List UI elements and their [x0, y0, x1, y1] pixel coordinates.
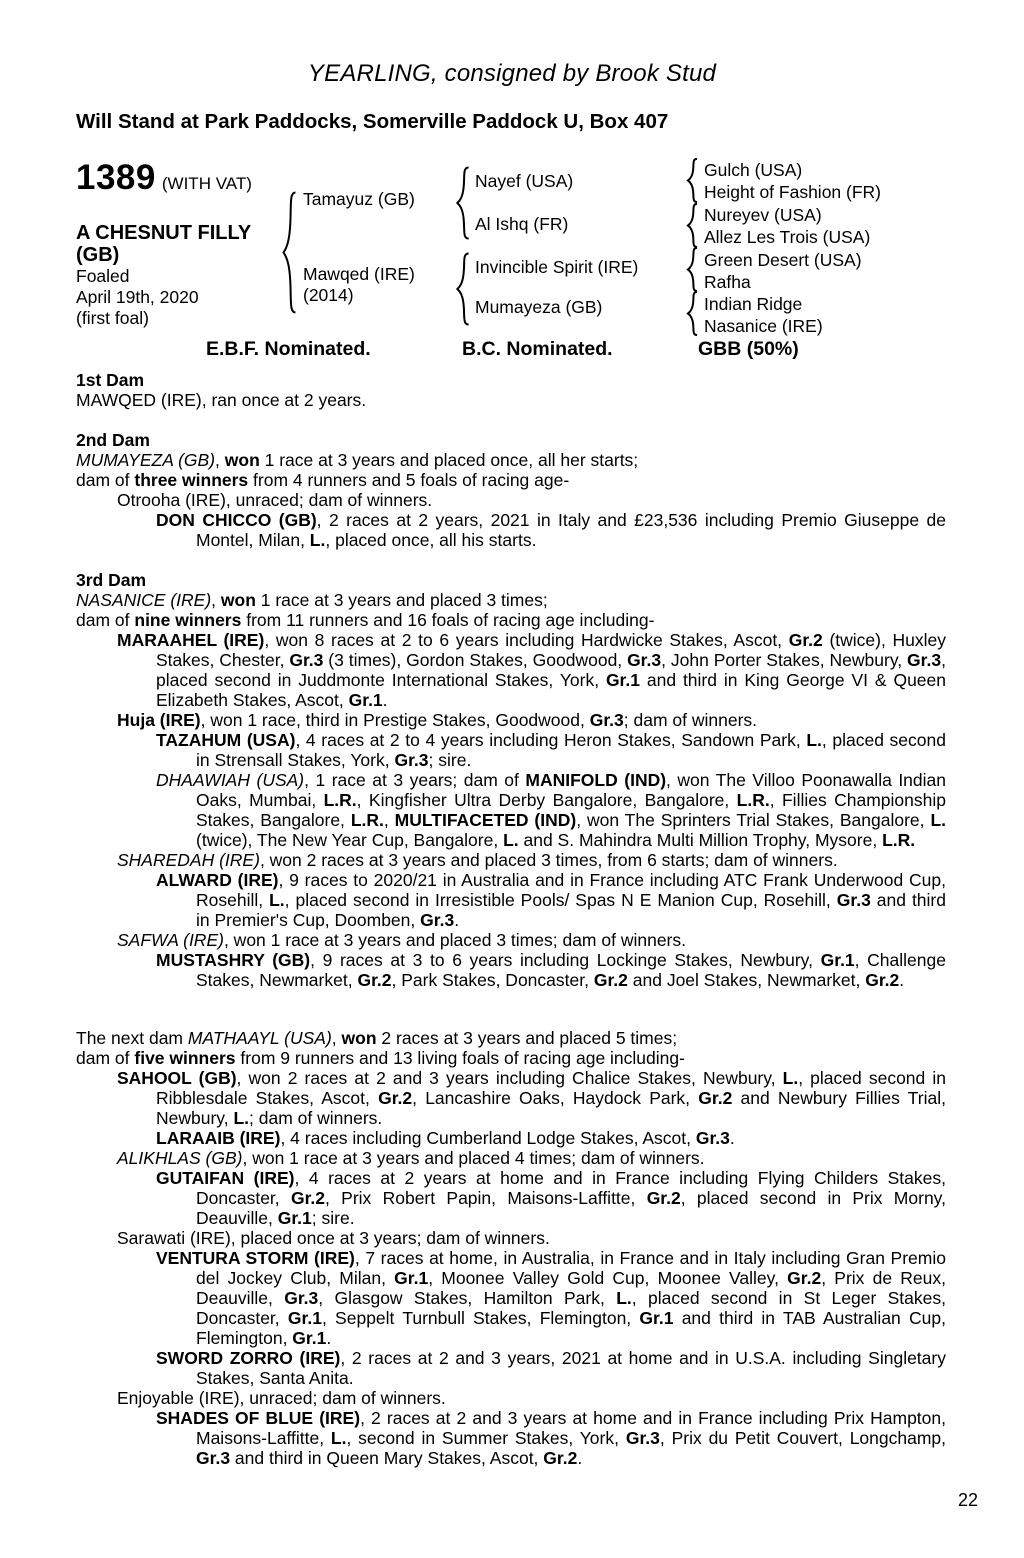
gen3-name: Allez Les Trois (USA)	[704, 227, 871, 247]
horse-description	[76, 222, 251, 329]
gen3-name: Green Desert (USA)	[704, 250, 862, 270]
gen2-name: Invincible Spirit (IRE)	[475, 257, 639, 277]
gen3-name: Nureyev (USA)	[704, 205, 822, 225]
catalogue-paragraph: GUTAIFAN (IRE), 4 races at 2 years at home and in France including Flying Childers Stakes, Doncaster, Gr.2, Prix Robert Papin, Maisons-Laffitte, Gr.2, placed second in Prix Morny, Deauville, Gr.1; sire.	[156, 1168, 946, 1228]
horse-name-line1: A CHESNUT FILLY	[76, 222, 252, 244]
gen3-name: Height of Fashion (FR)	[704, 182, 882, 202]
gen2-name: Mumayeza (GB)	[475, 297, 603, 317]
lot-number: 1389	[76, 158, 156, 197]
gen3-name: Gulch (USA)	[704, 160, 803, 180]
catalogue-paragraph: MAWQED (IRE), ran once at 2 years.	[76, 390, 367, 410]
catalogue-paragraph: Sarawati (IRE), placed once at 3 years; dam of winners.	[117, 1228, 550, 1248]
vat-note: (WITH VAT)	[161, 174, 252, 193]
foaled-date: April 19th, 2020	[76, 287, 199, 307]
pedigree-brace-icon	[281, 190, 298, 315]
catalogue-paragraph: 3rd Dam	[76, 570, 147, 590]
horse-name-line2: (GB)	[76, 244, 120, 266]
catalogue-paragraph: Enjoyable (IRE), unraced; dam of winners.	[117, 1388, 446, 1408]
foaled-label: Foaled	[76, 266, 130, 286]
pedigree-brace-icon	[455, 166, 471, 240]
gen3-name: Rafha	[704, 272, 751, 292]
catalogue-paragraph: dam of five winners from 9 runners and 13 living foals of racing age including-	[76, 1048, 685, 1068]
gen3-name: Nasanice (IRE)	[704, 316, 823, 336]
gbb-nomination: GBB (50%)	[698, 338, 799, 360]
stand-location-line: Will Stand at Park Paddocks, Somerville Paddock U, Box 407	[76, 110, 669, 133]
gen2-name: Nayef (USA)	[475, 171, 574, 191]
gen3-name: Indian Ridge	[704, 294, 803, 314]
catalogue-paragraph: LARAAIB (IRE), 4 races including Cumberland Lodge Stakes, Ascot, Gr.3.	[156, 1128, 735, 1148]
catalogue-paragraph: 1st Dam	[76, 370, 145, 390]
dam-year: (2014)	[303, 285, 354, 305]
catalogue-paragraph: dam of nine winners from 11 runners and 16 foals of racing age including-	[76, 610, 655, 630]
foal-note: (first foal)	[76, 308, 149, 328]
catalogue-paragraph: TAZAHUM (USA), 4 races at 2 to 4 years including Heron Stakes, Sandown Park, L., placed second in Strensall Stakes, York, Gr.3; sire.	[156, 730, 946, 770]
bc-nomination: B.C. Nominated.	[462, 338, 613, 360]
catalogue-paragraph: Otrooha (IRE), unraced; dam of winners.	[117, 490, 433, 510]
page-number: 22	[958, 1490, 979, 1510]
catalogue-paragraph: SAFWA (IRE), won 1 race at 3 years and placed 3 times; dam of winners.	[117, 930, 686, 950]
pedigree-brace-icon	[686, 291, 699, 336]
pedigree-brace-icon	[455, 252, 471, 326]
catalogue-paragraph: SHADES OF BLUE (IRE), 2 races at 2 and 3 years at home and in France including Prix Hampton, Maisons-Laffitte, L., second in Summer Stakes, York, Gr.3, Prix du Petit Couvert, Longchamp, Gr.3 and third in Queen Mary Stakes, Ascot, Gr.2.	[156, 1408, 947, 1468]
ebf-nomination: E.B.F. Nominated.	[206, 338, 371, 360]
catalogue-paragraph: SHAREDAH (IRE), won 2 races at 3 years and placed 3 times, from 6 starts; dam of winners.	[117, 850, 838, 870]
catalogue-paragraph: DON CHICCO (GB), 2 races at 2 years, 2021 in Italy and £23,536 including Premio Giuseppe de Montel, Milan, L., placed once, all his starts.	[156, 510, 946, 550]
lot-line	[76, 158, 252, 198]
dam-name-block	[303, 264, 415, 306]
dam-name: Mawqed (IRE)	[303, 264, 415, 284]
page-title: YEARLING, consigned by Brook Stud	[307, 60, 717, 87]
catalogue-paragraph: MARAAHEL (IRE), won 8 races at 2 to 6 years including Hardwicke Stakes, Ascot, Gr.2 (twice), Huxley Stakes, Chester, Gr.3 (3 times), Gordon Stakes, Goodwood, Gr.3, John Porter Stakes, Newbury, Gr.3, placed second in Juddmonte International Stakes, York, Gr.1 and third in King George VI & Queen Elizabeth Stakes, Ascot, Gr.1.	[117, 630, 947, 710]
nominations-line	[76, 338, 948, 362]
catalogue-paragraph: Huja (IRE), won 1 race, third in Prestige Stakes, Goodwood, Gr.3; dam of winners.	[117, 710, 758, 730]
catalogue-paragraph: NASANICE (IRE), won 1 race at 3 years and placed 3 times;	[76, 590, 548, 610]
pedigree-brace-icon	[686, 247, 699, 292]
catalogue-paragraph: VENTURA STORM (IRE), 7 races at home, in Australia, in France and in Italy including Gran Premio del Jockey Club, Milan, Gr.1, Moonee Valley Gold Cup, Moonee Valley, Gr.2, Prix de Reux, Deauville, Gr.3, Glasgow Stakes, Hamilton Park, L., placed second in St Leger Stakes, Doncaster, Gr.1, Seppelt Turnbull Stakes, Flemington, Gr.1 and third in TAB Australian Cup, Flemington, Gr.1.	[156, 1248, 946, 1348]
catalogue-paragraph: ALWARD (IRE), 9 races to 2020/21 in Australia and in France including ATC Frank Underwood Cup, Rosehill, L., placed second in Irresistible Pools/ Spas N E Manion Cup, Rosehill, Gr.3 and third in Premier's Cup, Doomben, Gr.3.	[156, 870, 946, 930]
catalogue-paragraph: dam of three winners from 4 runners and 5 foals of racing age-	[76, 470, 570, 490]
catalogue-paragraph: MUSTASHRY (GB), 9 races at 3 to 6 years including Lockinge Stakes, Newbury, Gr.1, Challenge Stakes, Newmarket, Gr.2, Park Stakes, Doncaster, Gr.2 and Joel Stakes, Newmarket, Gr.2.	[156, 950, 946, 990]
pedigree-brace-icon	[686, 158, 699, 203]
catalogue-paragraph: The next dam MATHAAYL (USA), won 2 races at 3 years and placed 5 times;	[76, 1028, 678, 1048]
catalogue-paragraph: DHAAWIAH (USA), 1 race at 3 years; dam of MANIFOLD (IND), won The Villoo Poonawalla Indian Oaks, Mumbai, L.R., Kingfisher Ultra Derby Bangalore, Bangalore, L.R., Fillies Championship Stakes, Bangalore, L.R., MULTIFACETED (IND), won The Sprinters Trial Stakes, Bangalore, L. (twice), The New Year Cup, Bangalore, L. and S. Mahindra Multi Million Trophy, Mysore, L.R.	[156, 770, 946, 850]
catalogue-paragraph: SWORD ZORRO (IRE), 2 races at 2 and 3 years, 2021 at home and in U.S.A. including Singletary Stakes, Santa Anita.	[156, 1348, 946, 1388]
pedigree-table	[76, 158, 948, 368]
sire-name: Tamayuz (GB)	[303, 189, 415, 209]
catalogue-paragraph: ALIKHLAS (GB), won 1 race at 3 years and placed 4 times; dam of winners.	[117, 1148, 705, 1168]
catalogue-paragraph: MUMAYEZA (GB), won 1 race at 3 years and placed once, all her starts;	[76, 450, 639, 470]
pedigree-brace-icon	[686, 203, 699, 248]
catalogue-paragraph: SAHOOL (GB), won 2 races at 2 and 3 years including Chalice Stakes, Newbury, L., placed second in Ribblesdale Stakes, Ascot, Gr.2, Lancashire Oaks, Haydock Park, Gr.2 and Newbury Fillies Trial, Newbury, L.; dam of winners.	[117, 1068, 947, 1128]
catalogue-paragraph: 2nd Dam	[76, 430, 150, 450]
gen2-name: Al Ishq (FR)	[475, 214, 569, 234]
pedigree-text	[76, 370, 946, 1468]
